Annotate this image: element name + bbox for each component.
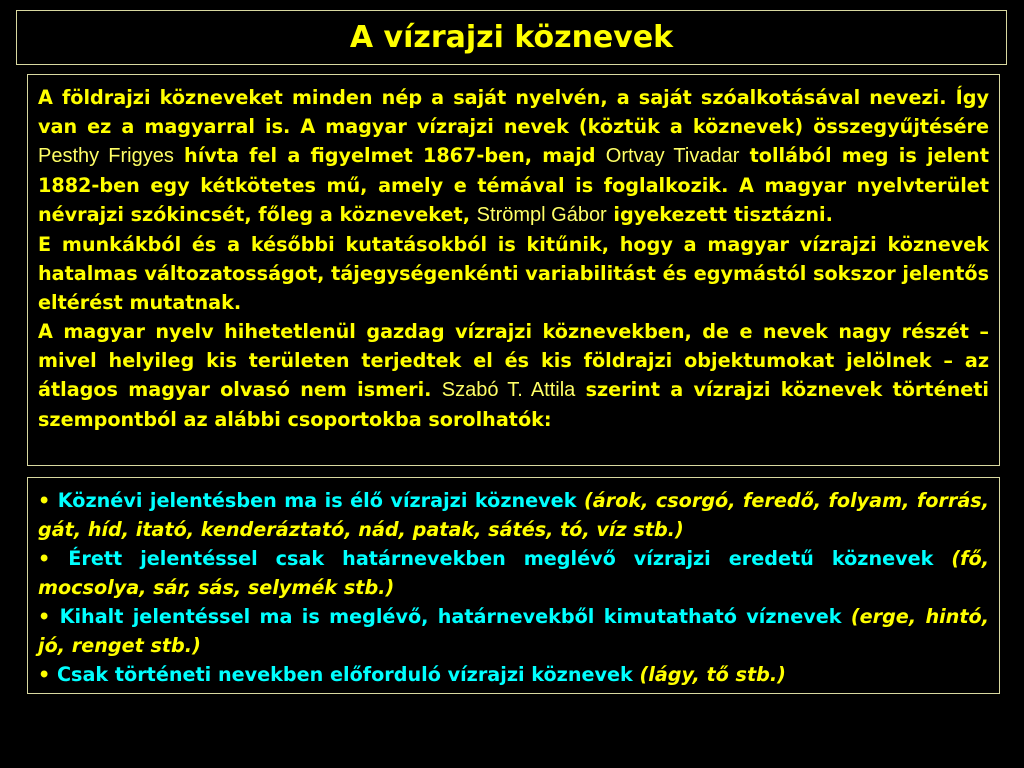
bullet-icon: • bbox=[38, 547, 51, 570]
group-item-3 bbox=[38, 602, 989, 660]
intro-p3-text-a: A magyar nyelv hihetetlenül gazdag vízrajzi köznevekben, de e nevek nagy részét – mivel helyileg kis területen terjedtek el és kis földrajzi objektumokat jelölnek – az átlagos magyar olvasó nem ismeri. bbox=[38, 320, 989, 401]
group-examples: (fő, mocsolya, sár, sás, selymék stb.) bbox=[38, 547, 989, 599]
group-label: Köznévi jelentésben ma is élő vízrajzi köznevek bbox=[50, 489, 584, 512]
bullet-icon: • bbox=[38, 663, 51, 686]
group-examples: (lágy, tő stb.) bbox=[639, 663, 786, 686]
intro-p1-text-b: hívta fel a figyelmet 1867-ben, majd bbox=[173, 144, 606, 167]
intro-paragraph-3 bbox=[38, 317, 989, 434]
person-name-pesthy: Pesthy Frigyes bbox=[38, 145, 174, 167]
group-label: Érett jelentéssel csak határnevekben meglévő vízrajzi eredetű köznevek bbox=[50, 547, 952, 570]
title-box bbox=[16, 10, 1007, 65]
bullet-icon: • bbox=[38, 605, 51, 628]
group-item-1 bbox=[38, 486, 989, 544]
intro-p1-text-a: A földrajzi közneveket minden nép a saját nyelvén, a saját szóalkotásával nevezi. Így van ez a magyarral is. A magyar vízrajzi nevek (köztük a köznevek) összegyűjtésére bbox=[38, 86, 989, 138]
intro-p1-text-c: tollából meg is jelent 1882-ben egy kétkötetes mű, amely e témával is foglalkozik. A magyar nyelvterület névrajzi szókincsét, főleg a közneveket, bbox=[38, 144, 990, 226]
bullet-icon: • bbox=[38, 489, 51, 512]
intro-paragraph-2: E munkákból és a későbbi kutatásokból is kitűnik, hogy a magyar vízrajzi köznevek hatalmas változatosságot, tájegységenkénti variabilitást és egymástól sokszor jelentős eltérést mutatnak. bbox=[38, 233, 989, 314]
person-name-stromp: Strömpl Gábor bbox=[476, 204, 607, 226]
groups-list-box bbox=[27, 477, 1000, 694]
group-examples: (erge, hintó, jó, renget stb.) bbox=[38, 605, 989, 657]
intro-paragraph-1 bbox=[38, 83, 989, 230]
group-label: Csak történeti nevekben előforduló vízrajzi köznevek bbox=[50, 663, 640, 686]
group-item-2 bbox=[38, 544, 989, 602]
slide-title: A vízrajzi köznevek bbox=[349, 20, 674, 55]
person-name-ortvay: Ortvay Tivadar bbox=[605, 145, 740, 167]
intro-p1-text-d: igyekezett tisztázni. bbox=[606, 203, 833, 226]
intro-p3-text-b: szerint a vízrajzi köznevek történeti szempontból az alábbi csoportokba sorolhatók: bbox=[38, 378, 990, 431]
group-examples: (árok, csorgó, feredő, folyam, forrás, gát, híd, itató, kenderáztató, nád, patak, sátés, tó, víz stb.) bbox=[38, 489, 989, 541]
group-label: Kihalt jelentéssel ma is meglévő, határnevekből kimutatható víznevek bbox=[50, 605, 851, 628]
intro-text-box bbox=[27, 74, 1000, 466]
group-item-4 bbox=[38, 660, 989, 689]
person-name-szabo: Szabó T. Attila bbox=[441, 379, 576, 401]
